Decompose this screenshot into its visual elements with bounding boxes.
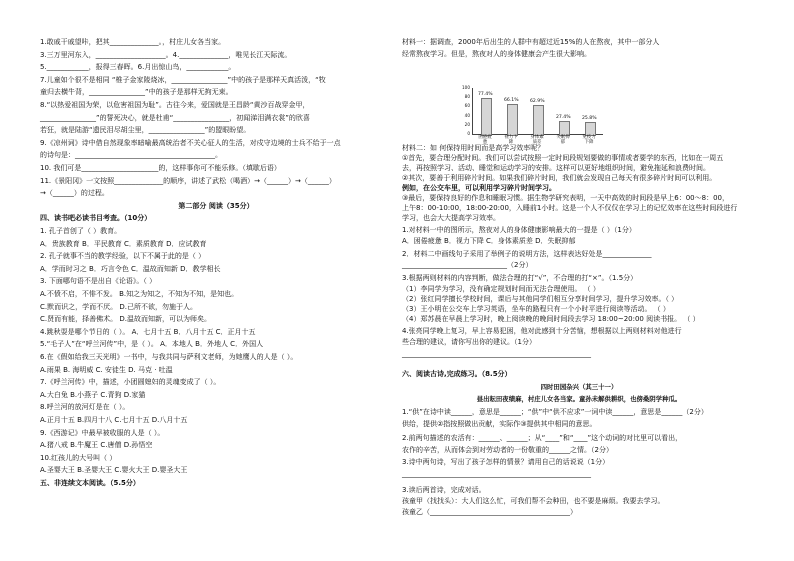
right-line-28: 农作的辛苦，从而体会到对劳动者的一份敬重的______之情。（2分）	[402, 446, 613, 454]
left-line-17: 2. 孔子就事不当的教学经验，以下不属于此的是（ ）	[40, 252, 206, 261]
left-line-24: 5.“毛子人”在“呼兰河传”中，是（ ）。 A．本地人 B．外地人 C．外国人	[40, 340, 264, 349]
left-line-11: 11.《景阳冈》一文按照______________的顺序，讲述了武松（喝酒）→（______）→（______）	[40, 176, 336, 185]
right-line-25: 1.“供”在诗中读______，意思是______；“供”中“供不应求”一词中读______，意思是______（2分）	[402, 408, 708, 416]
bar	[585, 122, 596, 136]
bar-chart	[460, 84, 610, 148]
bar-value-label: 25.8%	[582, 116, 597, 122]
right-line-21: ______________________________________________________	[402, 350, 591, 358]
right-line-14: 3.根据两则材料的内容判断，做法合理的打“√”，不合理的打“×”。（1.5分）	[402, 274, 638, 282]
bar-value-label: 27.4%	[556, 115, 571, 121]
right-line-13: ______________________________（2分）	[402, 261, 533, 269]
left-line-9: 的诗句是：________________________________________。	[40, 151, 222, 160]
right-line-12: 2．材料二中画线句子采用了举例子的说明方法，这样表达好处是______________	[402, 250, 652, 258]
right-line-30: ______________________________________________________	[402, 470, 591, 478]
left-line-18: A．学而时习之 B．巧言令色 C．温故而知新 D．教学相长	[40, 264, 221, 273]
right-line-27: 2.前两句描述的农活有：______、______；从“____”和“____”这个动词的对比里可以看出，	[402, 434, 683, 442]
right-line-2: 材料二：如 何保持用时间而是高学习效率呢？	[402, 144, 545, 152]
left-line-29: 8.呼兰河的放河灯是在（ ）。	[40, 403, 130, 412]
left-line-33: 10.红孩儿的大号叫（ ）	[40, 453, 117, 462]
left-line-32: A.猪八戒 B.牛魔王 C.唐僧 D.孙悟空	[40, 441, 153, 450]
right-line-6: 例如，在公交车里，可以利用学习碎片时间学习。	[402, 184, 556, 192]
right-line-22: 六、阅读古诗,完成练习。（8.5分）	[402, 370, 512, 378]
left-line-20: A.不愤不启，不悱不发。 B.知之为知之，不知为不知，是知也。	[40, 290, 239, 298]
right-line-11: A．困倦疲惫 B．视力下降 C．身体素质差 D．失眠抑郁	[402, 237, 576, 245]
right-line-33: 孩童乙（________________________________________）	[402, 508, 577, 516]
bar	[533, 105, 544, 136]
bar	[559, 121, 570, 136]
right-line-10: 1.对材料一中的图所示，熬夜对人的身体健康影响最大的一提是（ ）（1分）	[402, 226, 636, 234]
right-line-26: 供给，提供②指按照做出贡献，实际作③提供其中相同的意思。	[402, 420, 597, 428]
right-line-20: 些合理的建议，请你写出你的建议。（1分）	[402, 338, 536, 346]
right-line-7: ③最后，要保持良好的作息和睡眠习惯。据生物学研究表明，一天中高效的时间段是早上6：00～8：00，	[402, 194, 729, 202]
right-line-3: ①首先，要合理分配时间。我们可以尝试按照一定时间段规划要做的事情或者要学的东西，比如在一周五	[402, 154, 724, 162]
left-line-22: C.贤而有能，择善佛术。 D.温故而知新，可以为师矣。	[40, 315, 211, 324]
right-line-18: （4）郑苏晨在早晨上学习时，晚上阅读晚的晚间时间段去学习 18:00~20:00 阅读书报。 （ ）	[402, 315, 700, 323]
bar-value-label: 62.9%	[530, 99, 545, 105]
right-line-23: 四时田园杂兴（其三十一）	[540, 383, 618, 391]
left-line-15: 1. 孔子首创了（ ）教育。	[40, 227, 122, 235]
left-line-23: 4.跳秋耍是哪个节日的（ ）。 A．七月十五 B．八月十五 C．正月十五	[40, 327, 256, 336]
bar	[481, 98, 492, 136]
right-line-16: （2）张红同学擅长学校时间，课后与其他同学们相互分享时间学习，提升学习效率。（ ）	[402, 295, 679, 303]
left-line-1: 3.三万里河东入，____________________。4.______________，唯见长江天际流。	[40, 50, 292, 59]
left-line-10: 10. 我们可是______________________的，这样事你可不能乐修。（填歇后语）	[40, 164, 281, 172]
left-line-28: A.大白兔 B.小燕子 C.青狗 D.家猫	[40, 390, 146, 399]
bar-category-label: 视力下降	[504, 135, 518, 145]
bar-category-label: 免疫力下降	[582, 135, 596, 145]
right-line-31: 3.读后两首诗，完成对话。	[402, 486, 486, 494]
bar-value-label: 66.1%	[504, 97, 519, 103]
y-tick-label: 40	[464, 112, 470, 118]
bar-category-label: 身体素质差	[530, 135, 544, 145]
left-line-4: 童归去横牛背，________________”中的孩子是那样无拘无束。	[40, 88, 233, 97]
left-line-8: 9.《凉州词》诗中借自然现象率暗喻最高统治者不关心征人的生活，对戍守边境的士兵不给于一点	[40, 138, 341, 147]
right-line-4: 去，再按照学习、活动、睡觉和运动学习的安排。这样可以更好地组织时间，避免拖延和浪费时间。	[402, 164, 710, 172]
left-line-26: A.雨果 B. 海明威 C. 安徒生 D. 马克 · 吐温	[40, 365, 173, 374]
left-line-12: →（______）的过程。	[40, 189, 109, 198]
y-tick-label: 80	[464, 94, 470, 100]
bar-value-label: 77.4%	[478, 92, 493, 98]
right-line-0: 材料一：据调查，2000年后出生的人群中有超过近15%的人在熬夜，其中一部分人	[402, 38, 660, 46]
right-line-24: 昼出耘田夜绩麻，村庄儿女各当家。童孙未解供耕织，也傍桑阴学种瓜。	[476, 395, 682, 403]
bar-category-label: 失眠抑郁	[556, 135, 570, 145]
right-line-19: 4.张亮同学晚上复习，早上容易犯困，他对此感到十分苦恼，想根据以上两则材料对他进行	[402, 327, 682, 335]
left-line-7: 若狂，就是陆游“遗民泪尽胡尘里，________________”的盟眼盼望。	[40, 126, 251, 135]
right-line-9: 学习，也会大大提高学习效率。	[402, 214, 500, 222]
left-line-19: 3. 下面哪句语不是出自《论语》。（ ）	[40, 277, 157, 286]
left-line-30: A.正月十五 B.四月十八 C.七月十五 D.八月十五	[40, 416, 188, 424]
left-line-27: 7.《呼兰河传》中，描述，小团圆媳妇的灵魂变成了（ ）。	[40, 378, 221, 387]
right-line-32: 孩童甲（找找头）：大人们这么忙，可我们帮不会种田，也不要是麻烦。我要去学习。	[402, 497, 665, 505]
y-tick-label: 100	[462, 85, 470, 90]
left-line-34: A.圣婴大王 B.圣婴大王 C.婴火大王 D.婴圣大王	[40, 466, 188, 475]
right-line-15: （1）李同学为学习，没有确定规划时间而无法合理使用。 （ ）	[402, 285, 600, 293]
left-line-14: 四、读书吧必读书目考查。（10分）	[40, 214, 152, 223]
y-tick-label: 20	[464, 121, 470, 127]
right-line-29: 3.诗中两句诗，写出了孩子怎样的情景？请用自己的话说说（1分）	[402, 458, 610, 466]
bar	[507, 104, 518, 136]
left-line-21: C.默而识之，学而不厌。 D.己所不欲，勿施于人。	[40, 302, 197, 311]
left-line-25: 6.在《假如给我三天光明》一书中，与我共同与萨利文老师，为她鹰人的人是（ ）。	[40, 353, 298, 361]
left-line-31: 9.《西游记》中最早被收服的人是（ ）。	[40, 428, 165, 437]
left-line-2: 5.____________，报得三春晖。6.月出惊山鸟，____________。	[40, 63, 236, 72]
left-line-6: ________________”的誓死决心，就是杜甫“________________，初闻涕泪满衣裳”的欣喜	[40, 113, 310, 122]
left-line-16: A．贵族教育 B．平民教育 C．素质教育 D．应试教育	[40, 239, 207, 248]
y-tick-label: 0	[467, 131, 470, 136]
left-line-13: 第二部分 阅读（35分）	[178, 201, 254, 210]
left-line-0: 1.敢戚干戚望咔，把其______________。，村庄儿女各当家。	[40, 38, 226, 46]
bar-category-label: 困倦疲惫	[478, 135, 492, 145]
right-line-8: 上午8：00-10:00，18:00-20:00，入睡前1小时。这是一个人不仅仅在学习上的记忆效率在这些时间段进行	[402, 204, 738, 212]
right-line-17: （3）王小明在公交车上学习英语，坐车的路程只有一个小时平进行阅读等活动。 （ ）	[402, 305, 670, 313]
left-line-5: 8.“以热爱祖国为荣，以危害祖国为耻”。古往今来，爱国就是王昌龄“黄沙百战穿金甲，	[40, 101, 310, 109]
y-tick-label: 60	[464, 103, 470, 109]
left-line-35: 五、非连续文本阅读。（5.5分）	[40, 479, 140, 487]
left-line-3: 7.儿童如个很不是相同 “椎子金家陵烧冰，________________”中的孩子是那样天真活泼，“牧	[40, 75, 326, 84]
right-line-5: ②其次，要善于利用碎片时间。如果我们碎片时间，我们就会发现自己每天有很多碎片时间可以利用。	[402, 174, 717, 182]
right-line-1: 经常熬夜学习。但是，熬夜对人的身体健康会产生很大影响。	[402, 50, 591, 58]
